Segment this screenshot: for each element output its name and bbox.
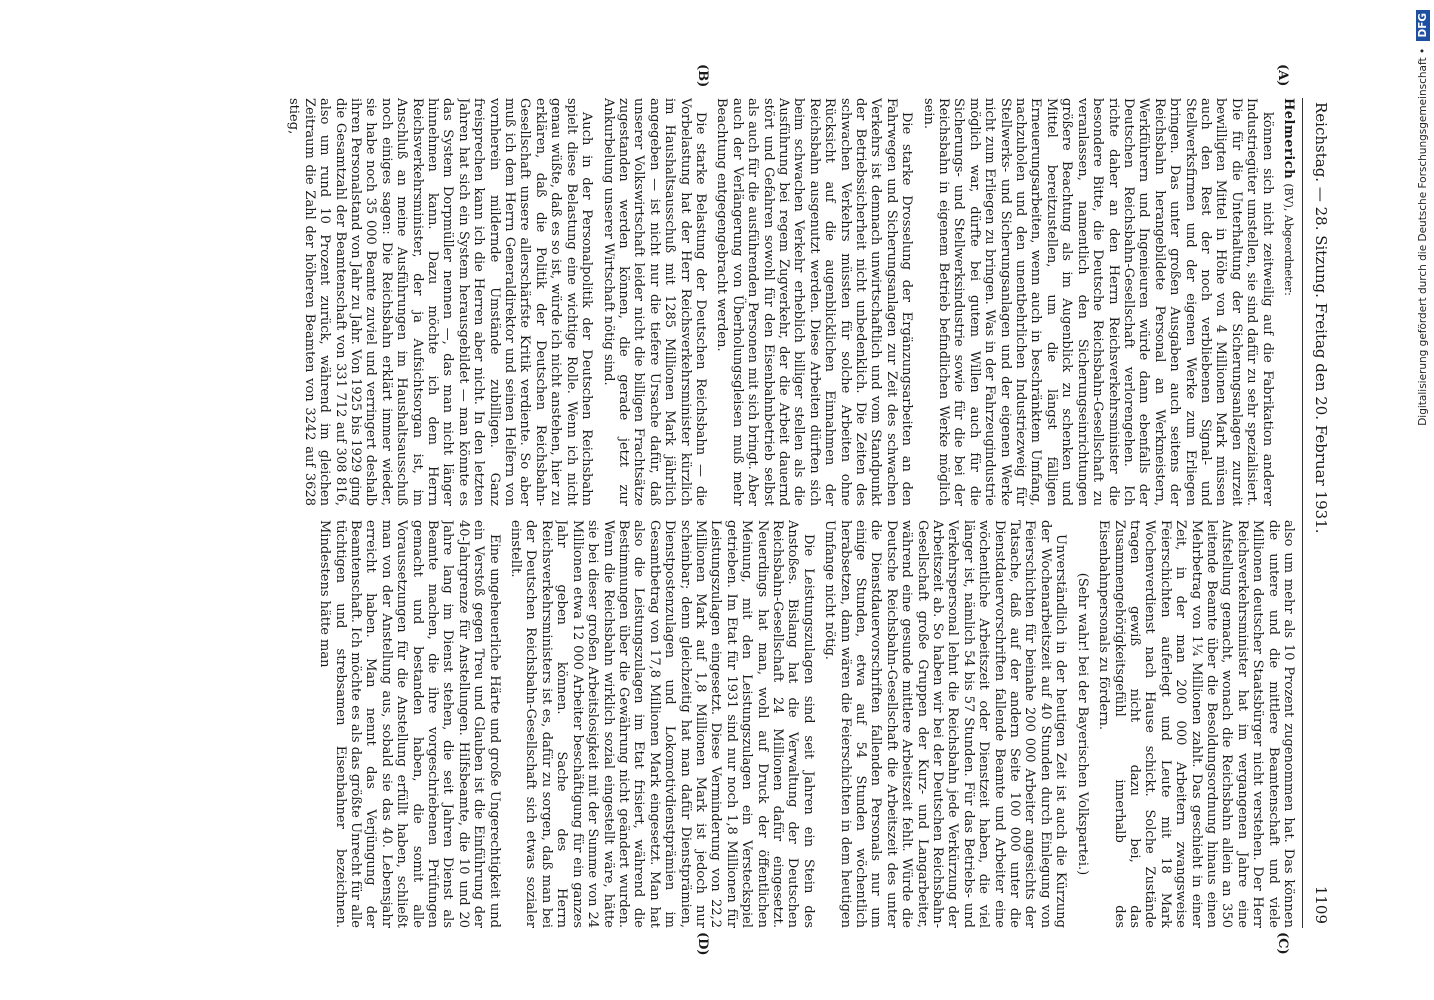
speaker-name: Helmerich xyxy=(1281,98,1296,180)
right-paragraph-3: Die Leistungszulagen sind seit Jahren ein Stein des Anstoßes. Bislang hat die Verwaltung der Deutschen Reichsbahn-Gesellschaft 24 Millionen dafür eingesetzt. Neuerdings hat man, wohl auf Druck der öffentlichen Meinung, mit den Leistungszulagen ein Versteckspiel getrieben. Im Etat für 1931 sind nur noch 1,8 Millionen für Leistungszulagen eingesetzt. Diese Verminderung von 22,2 Millionen Mark auf 1,8 Millionen Mark ist jedoch nur scheinbar; denn gleichzeitig hat man dafür Dienstprämien, Dienstpostenzulagen und Lokomotivdienstprämien im Gesamtbetrag von 17,8 Millionen Mark eingesetzt. Man hat also die Leistungszulagen im Etat frisiert, während die Bestimmungen über die Gewährung nicht geändert wurden. Wenn die Reichsbahn wirklich sozial eingestellt wäre, hätte sie bei dieser großen Arbeitslosigkeit mit der Summe von 24 Millionen etwa 12 000 Arbeiter beschäftigung für ein ganzes Jahr geben können. Sache des Herrn Reichsverkehrsministers ist es, dafür zu sorgen, daß man bei der Deutschen Reichsbahn-Gesellschaft sich etwas sozialer einstellt. xyxy=(508,520,816,928)
page-header xyxy=(1302,98,1330,928)
left-paragraph-1: können sich nicht zeitweilig auf die Fabrikation anderer Industriegüter umstellen, sie sind dafür zu sehr spezialisiert. Die für die Unterhaltung der Sicherungsanlagen zurzeit bewilligten Mittel in Höhe von 4 Millionen Mark müssen auch den Rest der noch verbliebenen Signal- und Stellwerksfirmen und der eigenen Werke zum Erliegen bringen. Das unter großen Ausgaben auch seitens der Reichsbahn herangebildete Personal an Werkmeistern, Werkführern und Ingenieuren würde dann ebenfalls der Deutschen Reichsbahn-Gesellschaft verlorengehen. Ich richte daher an den Herrn Reichsverkehrsminister die besondere Bitte, die Deutsche Reichsbahn-Gesellschaft zu veranlassen, namentlich den Sicherungseinrichtungen größere Beachtung als im Augenblick zu schenken und Mittel bereitzustellen, um die längst fälligen Erneuerungsarbeiten, wenn auch in beschränktem Umfang, nachzuholen und den unentbehrlichen Industriezweig für Stellwerks- und Sicherungsanlagen und der eigenen Werke nicht zum Erliegen zu bringen. Was in der Fahrzeugindustrie möglich war, dürfte bei gutem Willen auch für die Sicherungs- und Stellwerksindustrie sowie für die bei der Reichsbahn in eigenem Betrieb befindlichen Werke möglich sein. xyxy=(920,98,1275,506)
right-paragraph-1: also um mehr als 10 Prozent zugenommen hat. Das können die untere und die mittlere Beamtenschaft und viele Millionen deutscher Staatsbürger nicht verstehen. Der Herr Reichsverkehrsminister hat im vergangenen Jahre eine Aufstellung gemacht, wonach die Reichsbahn allein an 350 leitende Beamte über die Besoldungsordnung hinaus einen Mehrbetrag von 1¼ Millionen zahlt. Das geschieht in einer Zeit, in der man 200 000 Arbeitern zwangsweise Feierschichten auferlegt und Leute mit 18 Mark Wochenverdienst nach Hause schickt. Solche Zustände tragen gewiß nicht dazu bei, das Zusammengehörigkeitsgefühl innerhalb des Eisenbahnpersonals zu fördern. xyxy=(1096,520,1296,928)
margin-marker-c: (C) xyxy=(1275,932,1290,955)
right-paragraph-4: Eine ungeheuerliche Härte und große Ungerechtigkeit und ein Verstoß gegen Treu und Glauben ist die Einführung der 40-Jahrgrenze für Anstellungen. Hilfsbeamte, die 10 und 20 Jahre lang im Dienst stehen, die seit Jahren Dienst als Beamte machen, die ihre vorgeschriebenen Prüfungen gemacht und bestanden haben, die somit alle Voraussetzungen für die Anstellung erfüllt haben, schließt man von der Anstellung aus, sobald sie das 40. Lebensjahr erreicht haben. Man nennt das Verjüngung der Beamtenschaft. Ich möchte es als das größte Unrecht für alle tüchtigen und strebsamen Eisenbahner bezeichnen. Mindestens hätte man xyxy=(317,520,502,928)
left-paragraph-4: Auch in der Personalpolitik der Deutschen Reichsbahn spielt diese Belastung eine wichtige Rolle. Wenn ich nicht genau wüßte, daß es so ist, würde ich nicht anstehen, hier zu erklären, daß die Politik der Deutschen Reichsbahn-Gesellschaft unsere allerschärfste Kritik verdiente. So aber muß ich dem Herrn Generaldirektor und seinen Helfern von vornherein mildernde Umstände zubilligen. Ganz freisprechen kann ich die Herren aber nicht. In den letzten Jahren hat sich ein System herausgebildet — man könnte es das System Dorpmüller nennen —, das man nicht länger hinnehmen kann. Dazu möchte ich dem Herrn Reichsverkehrsminister, der ja Aufsichtsorgan ist, im Anschluß an meine Ausführungen im Haushaltsausschuß noch einiges sagen: Die Reichsbahn erklärt immer wieder, sie habe noch 35 000 Beamte zuviel und verringert deshalb ihren Personalstand von Jahr zu Jahr. Von 1925 bis 1929 ging die Gesamtzahl der Beamtenschaft von 331 712 auf 308 816, also um rund 10 Prozent zurück, während im gleichen Zeitraum die Zahl der höheren Beamten von 3242 auf 3628 stieg, xyxy=(286,98,595,506)
left-column xyxy=(96,98,1296,506)
rotated-page xyxy=(90,64,1330,956)
digitization-watermark xyxy=(1412,10,1434,990)
right-column xyxy=(96,520,1296,928)
interjection: (Sehr wahr! bei der Bayerischen Volkspartei.) xyxy=(1074,572,1090,876)
text-columns xyxy=(96,98,1296,928)
margin-marker-d: (D) xyxy=(695,932,710,956)
header-title: Reichstag. — 28. Sitzung. Freitag den 20. Februar 1931. xyxy=(1312,102,1330,534)
margin-marker-a: (A) xyxy=(1275,64,1290,87)
right-paragraph-2: Unverständlich in der heutigen Zeit ist auch die Kürzung der Wochenarbeitszeit auf 40 Stunden durch Einlegung von Feierschichten für beinahe 200 000 Arbeiter angesichts der Tatsache, daß auf der andern Seite 100 000 unter die Dienstdauervorschriften fallende Beamte und Arbeiter eine wöchentliche Arbeitszeit oder Dienstzeit haben, die viel länger ist, nämlich 54 bis 57 Stunden. Für das Betriebs- und Verkehrspersonal lehnt die Reichsbahn jede Verkürzung der Arbeitszeit ab. So haben wir bei der Deutschen Reichsbahn-Gesellschaft große Gruppen der Kurz- und Langarbeiter, während eine gesunde mittlere Arbeitszeit fehlt. Würde die Deutsche Reichsbahn-Gesellschaft die Arbeitszeit des unter die Dienstdauervorschriften fallenden Personals nur um einige Stunden, etwa auf 54 Stunden wöchentlich herabsetzen, dann wären die Feierschichten in dem heutigen Umfange nicht nötig. xyxy=(822,520,1069,928)
left-paragraph-2: Die starke Drosselung der Ergänzungsarbeiten an den Fahrwegen und Sicherungsanlagen zur Zeit des schwachen Verkehrs ist demnach unwirtschaftlich und vom Standpunkt der Betriebssicherheit nicht unbedenklich. Die Zeiten des schwachen Verkehrs müssten für solche Arbeiten ohne Rücksicht auf die augenblicklichen Einnahmen der Reichsbahn ausgenutzt werden. Diese Arbeiten dürften sich beim schwachen Verkehr erheblich billiger stellen als die Ausführung bei regem Zugverkehr, der die Arbeit dauernd stört und Gefahren sowohl für den Eisenbahnbetrieb selbst als auch für die ausführenden Personen mit sich bringt. Aber auch der Verlängerung von Überholungsgleisen muß mehr Beachtung entgegengebracht werden. xyxy=(714,98,915,506)
watermark-text xyxy=(1412,10,1434,990)
dfg-logo: DFG xyxy=(1416,10,1430,41)
speaker-line xyxy=(1281,98,1296,506)
margin-marker-b: (B) xyxy=(695,64,710,88)
left-paragraph-3: Die starke Belastung der Deutschen Reichsbahn — die Vorbelastung hat der Herr Reichsverkehrsminister kürzlich im Haushaltsausschuß mit 1285 Millionen Mark jährlich angegeben — ist nicht nur die tiefere Ursache dafür, daß unserer Volkswirtschaft leider nicht die billigen Frachtsätze zugestanden werden können, die gerade jetzt zur Ankurbelung unserer Wirtschaft nötig sind. xyxy=(600,98,708,506)
watermark-caption: Digitalisierung gefördert durch die Deutsche Forschungsgemeinschaft • xyxy=(1417,47,1429,426)
page-number: 1109 xyxy=(1312,885,1330,924)
speaker-meta: (BV), Abgeordneter: xyxy=(1282,183,1295,296)
